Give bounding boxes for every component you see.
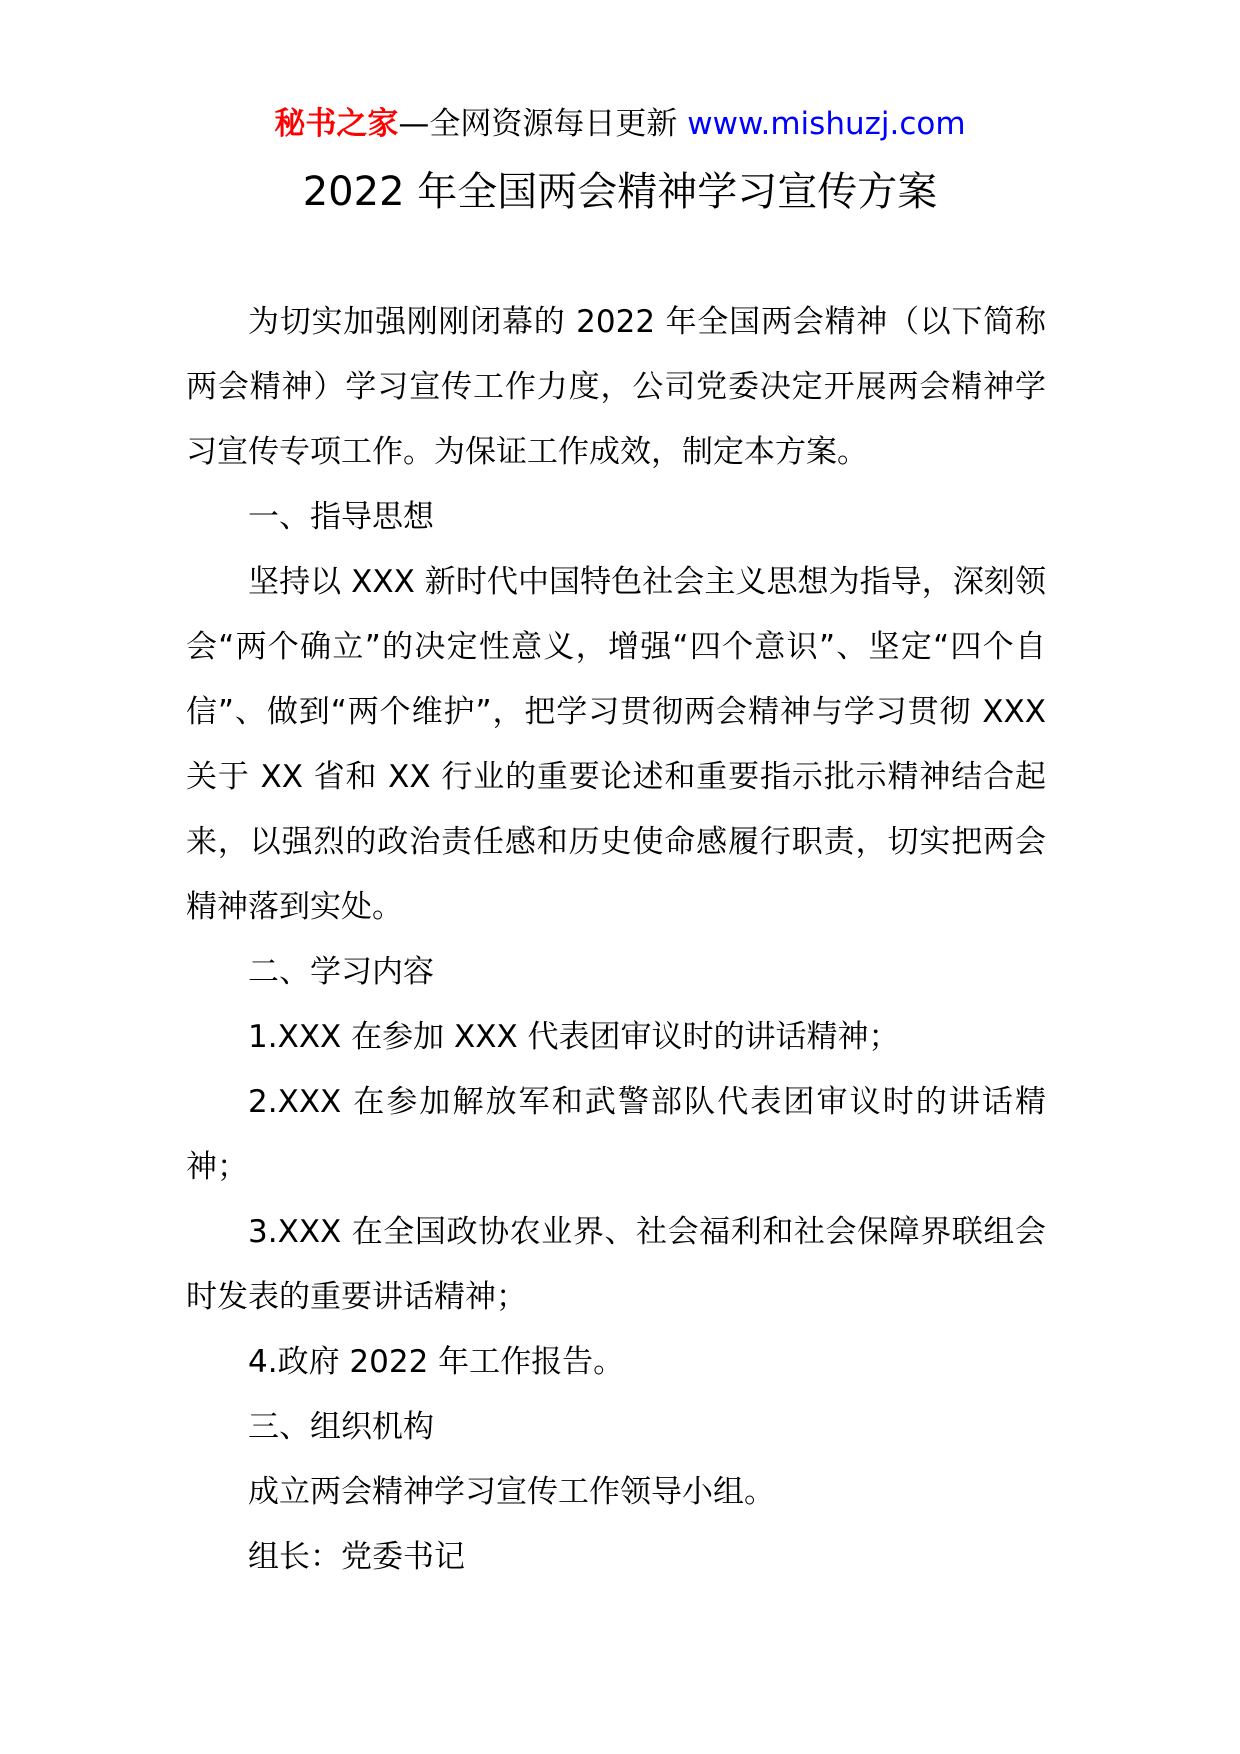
study-content-item-2: 2.XXX 在参加解放军和武警部队代表团审议时的讲话精神； xyxy=(186,1084,1046,1185)
study-content-item-4: 4.政府 2022 年工作报告。 xyxy=(248,1344,625,1380)
intro-paragraph: 为切实加强刚刚闭幕的 2022 年全国两会精神（以下简称两会精神）学习宣传工作力度，公司党委决定开展两会精神学习宣传专项工作。为保证工作成效，制定本方案。 xyxy=(186,304,1046,470)
study-content-item-3: 3.XXX 在全国政协农业界、社会福利和社会保障界联组会时发表的重要讲话精神； xyxy=(186,1214,1046,1315)
site-tagline: —全网资源每日更新 xyxy=(398,106,688,142)
document-title: 2022 年全国两会精神学习宣传方案 xyxy=(302,169,938,215)
section-heading-study-content: 二、学习内容 xyxy=(248,954,434,990)
guiding-ideology-paragraph: 坚持以 XXX 新时代中国特色社会主义思想为指导，深刻领会“两个确立”的决定性意义，增强“四个意识”、坚定“四个自信”、做到“两个维护”，把学习贯彻两会精神与学习贯彻 XXX 关于 XX 省和 XX 行业的重要论述和重要指示批示精神结合起来，以强烈的政治责任感和历史使命感履行职责，切实把两会精神落到实处。 xyxy=(186,564,1046,925)
section-heading-guiding-ideology: 一、指导思想 xyxy=(248,499,434,535)
group-leader-line: 组长：党委书记 xyxy=(248,1539,465,1575)
site-url-link[interactable]: www.mishuzj.com xyxy=(687,106,966,142)
site-header xyxy=(0,102,1240,146)
document-body xyxy=(186,290,1046,1590)
study-content-item-1: 1.XXX 在参加 XXX 代表团审议时的讲话精神； xyxy=(248,1019,900,1055)
organization-paragraph: 成立两会精神学习宣传工作领导小组。 xyxy=(248,1474,775,1510)
section-heading-organization: 三、组织机构 xyxy=(248,1409,434,1445)
site-name: 秘书之家 xyxy=(274,106,399,142)
